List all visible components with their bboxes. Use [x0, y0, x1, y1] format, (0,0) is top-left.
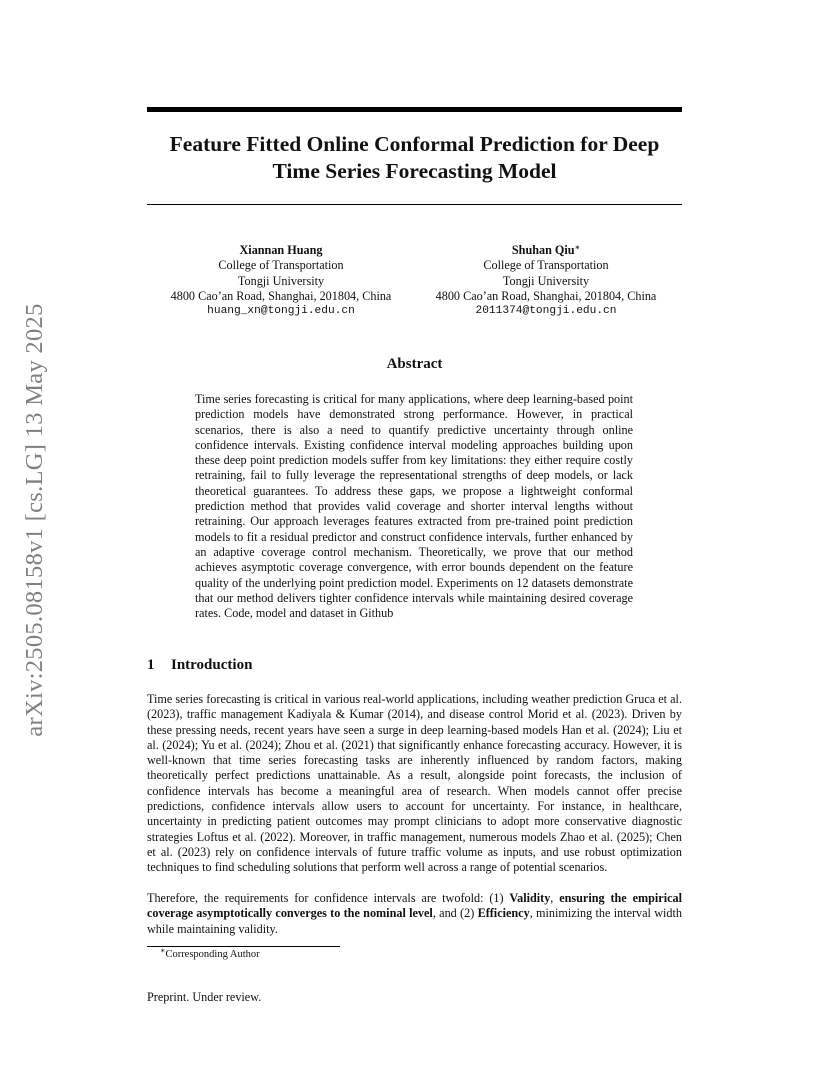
- page-footer: Preprint. Under review.: [147, 990, 262, 1004]
- author-institution: Tongji University: [502, 273, 590, 288]
- abstract-text: Time series forecasting is critical for many applications, where deep learning-based point prediction models have demonstrated strong performance. However, in practical scenarios, there is also a need to quantify predictive uncertainty through online confidence intervals. Existing confidence interval modeling approaches building upon these deep point prediction models suffer from key limitations: they either require costly retraining, fail to fully leverage the representational strengths of deep models, or lack theoretical guarantees. To address these gaps, we propose a lightweight conformal prediction method that provides valid coverage and shorter interval lengths without retraining. Our approach leverages features extracted from pre-trained point prediction models to fit a residual predictor and construct confidence intervals, further enhanced by an adaptive coverage control mechanism. Theoretically, we prove that our method achieves asymptotic coverage convergence, with error bounds dependent on the feature quality of the underlying point prediction model. Experiments on 12 datasets demonstrate that our method delivers tighter confidence intervals while maintaining desired coverage rates. Code, model and dataset in Github: [195, 392, 633, 621]
- introduction-paragraph-2: [147, 891, 682, 937]
- author-block-1: [152, 243, 410, 319]
- arxiv-identifier: arXiv:2505.08158v1 [cs.LG] 13 May 2025: [21, 303, 48, 737]
- title-top-rule: [147, 107, 682, 112]
- section-number: 1: [147, 657, 155, 673]
- footnote-rule: [147, 946, 340, 947]
- title-line-2: Time Series Forecasting Model: [272, 159, 557, 183]
- author-block-2: [417, 243, 675, 319]
- abstract-heading: Abstract: [386, 356, 443, 372]
- author-email[interactable]: 2011374@tongji.edu.cn: [475, 305, 617, 318]
- footnote-mark: ∗: [160, 946, 166, 955]
- bold-validity-definition: ensuring the empirical coverage asymptotically converges to the nominal level: [147, 891, 682, 921]
- author-email[interactable]: huang_xn@tongji.edu.cn: [207, 305, 355, 318]
- bold-term-validity: Validity: [509, 891, 551, 905]
- paper-title: [147, 131, 682, 185]
- section-heading-introduction: [147, 657, 252, 674]
- text-run: , minimizing the interval width while maintaining validity.: [147, 906, 682, 936]
- title-bottom-rule: [147, 204, 682, 205]
- author-department: College of Transportation: [218, 258, 344, 273]
- author-department: College of Transportation: [483, 258, 609, 273]
- bold-term-efficiency: Efficiency: [477, 906, 530, 921]
- title-line-1: Feature Fitted Online Conformal Prediction for Deep: [169, 132, 660, 156]
- text-run: Therefore, the requirements for confidence intervals are twofold: (1): [147, 891, 510, 905]
- text-run: , and (2): [432, 906, 478, 921]
- corresponding-author-mark: ∗: [574, 243, 581, 252]
- footnote-text: Corresponding Author: [165, 949, 260, 960]
- text-run: ,: [550, 891, 560, 905]
- author-name: Shuhan Qiu∗: [511, 243, 581, 257]
- introduction-paragraph-1: Time series forecasting is critical in various real-world applications, including weather prediction Gruca et al. (2023), traffic management Kadiyala & Kumar (2014), and disease control Morid et al. (2023). Driven by these pressing needs, recent years have seen a surge in deep learning-based models Han et al. (2024); Liu et al. (2024); Yu et al. (2024); Zhou et al. (2021) that significantly enhance forecasting accuracy. However, it is well-known that time series forecasting tasks are inherently influenced by random factors, making theoretically perfect predictions unattainable. As a result, alongside point forecasts, the inclusion of confidence intervals has become a meaningful area of research. When models cannot offer precise predictions, confidence intervals allow users to account for uncertainty. For instance, in healthcare, uncertainty in predicting patient outcomes may prompt clinicians to adopt more conservative diagnostic strategies Loftus et al. (2022). Moreover, in traffic management, numerous models Zhao et al. (2025); Chen et al. (2023) rely on confidence intervals of future traffic volume as inputs, and use robust optimization techniques to find scheduling solutions that perform well across a range of potential scenarios.: [147, 692, 682, 875]
- footnote: [160, 946, 260, 960]
- author-institution: Tongji University: [237, 273, 325, 288]
- section-title: Introduction: [171, 657, 253, 673]
- author-address: 4800 Cao’an Road, Shanghai, 201804, China: [170, 288, 392, 303]
- author-address: 4800 Cao’an Road, Shanghai, 201804, China: [435, 288, 657, 303]
- author-name: Xiannan Huang: [239, 243, 323, 257]
- arxiv-sidebar: [10, 280, 60, 760]
